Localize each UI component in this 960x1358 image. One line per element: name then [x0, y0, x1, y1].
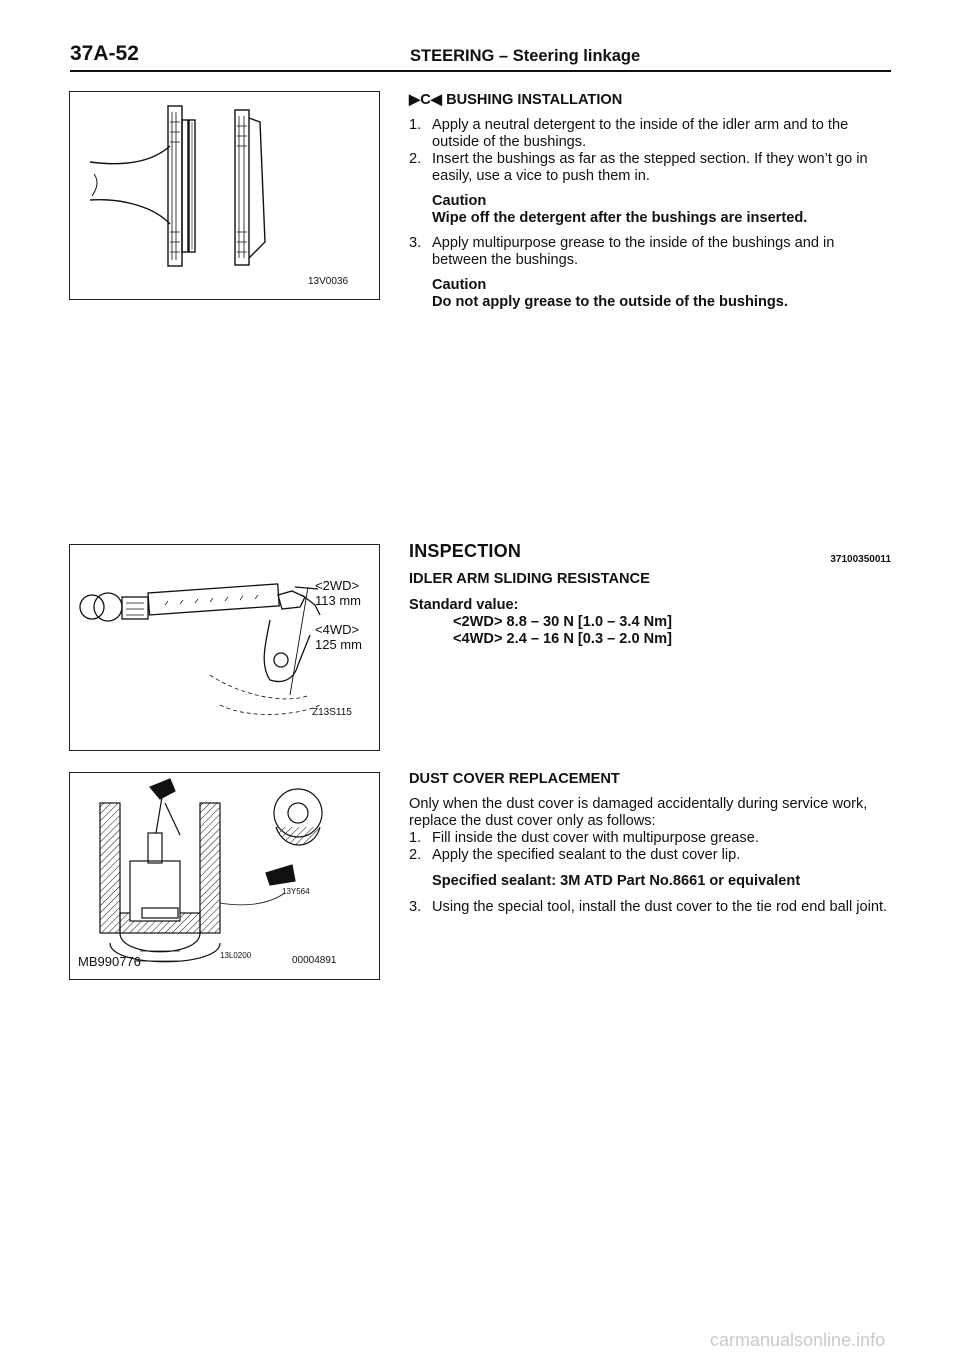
standard-value-label: Standard value:: [409, 597, 519, 613]
inspection-subheading: IDLER ARM SLIDING RESISTANCE: [409, 571, 650, 587]
tool-number: MB990776: [78, 954, 141, 969]
value-4wd: 125 mm: [315, 637, 362, 652]
step-3: 3. Using the special tool, install the dust cover to the tie rod end ball joint.: [409, 899, 888, 915]
bushing-illustration: [70, 92, 379, 299]
page-number: 37A-52: [70, 42, 139, 65]
figure-code: 13V0036: [308, 276, 349, 287]
step-1: 1. Apply a neutral detergent to the inside of the idler arm and to the outside of the bushings.: [409, 117, 849, 150]
section-dust-cover: [409, 771, 891, 916]
figure-code-b: 00004891: [292, 955, 337, 966]
page-header: [70, 40, 891, 72]
dust-cover-intro: Only when the dust cover is damaged accidentally during service work, replace the dust cover only as follows:: [409, 796, 868, 829]
standard-value-2wd: <2WD> 8.8 – 30 N [1.0 – 3.4 Nm]: [453, 614, 673, 630]
dust-cover-illustration: [70, 773, 379, 979]
figure-dust-cover: [69, 772, 380, 980]
watermark: carmanualsonline.info: [710, 1330, 886, 1350]
specified-sealant: Specified sealant: 3M ATD Part No.8661 or equivalent: [432, 873, 801, 889]
step-3: 3. Apply multipurpose grease to the inside of the bushings and in between the bushings.: [409, 235, 835, 268]
figure-code-a: 13L0200: [220, 951, 252, 960]
step-2: 2. Insert the bushings as far as the stepped section. If they won’t go in easily, use a vice to push them in.: [409, 151, 868, 184]
caution-label: Caution: [432, 193, 487, 209]
back-marker-icon: ◀: [430, 92, 443, 108]
marker-letter: C: [420, 92, 431, 108]
label-2wd: <2WD>: [315, 578, 360, 593]
caution-text: Do not apply grease to the outside of the bushings.: [432, 294, 788, 310]
dust-cover-heading: DUST COVER REPLACEMENT: [409, 771, 620, 787]
label-4wd: <4WD>: [315, 622, 360, 637]
section-heading: [409, 92, 891, 109]
figure-spring-scale: [69, 544, 380, 751]
heading-text: BUSHING INSTALLATION: [446, 92, 623, 108]
section-bushing-installation: [409, 92, 891, 311]
play-marker-icon: ▶: [409, 92, 421, 108]
section-inspection: [409, 543, 891, 648]
inspection-heading: INSPECTION: [409, 541, 522, 561]
reference-number: 37100350011: [830, 554, 891, 565]
figure-bushings: [69, 91, 380, 300]
caution-text: Wipe off the detergent after the bushings are inserted.: [432, 210, 808, 226]
figure-code: Z13S115: [312, 707, 352, 718]
figure-code-tube: 13Y564: [282, 887, 310, 896]
step-1: 1. Fill inside the dust cover with multipurpose grease.: [409, 830, 759, 846]
page-title: STEERING – Steering linkage: [410, 47, 641, 65]
caution-label: Caution: [432, 277, 487, 293]
value-2wd: 113 mm: [315, 593, 361, 608]
step-2: 2. Apply the specified sealant to the dust cover lip.: [409, 847, 741, 863]
standard-value-4wd: <4WD> 2.4 – 16 N [0.3 – 2.0 Nm]: [453, 631, 673, 647]
